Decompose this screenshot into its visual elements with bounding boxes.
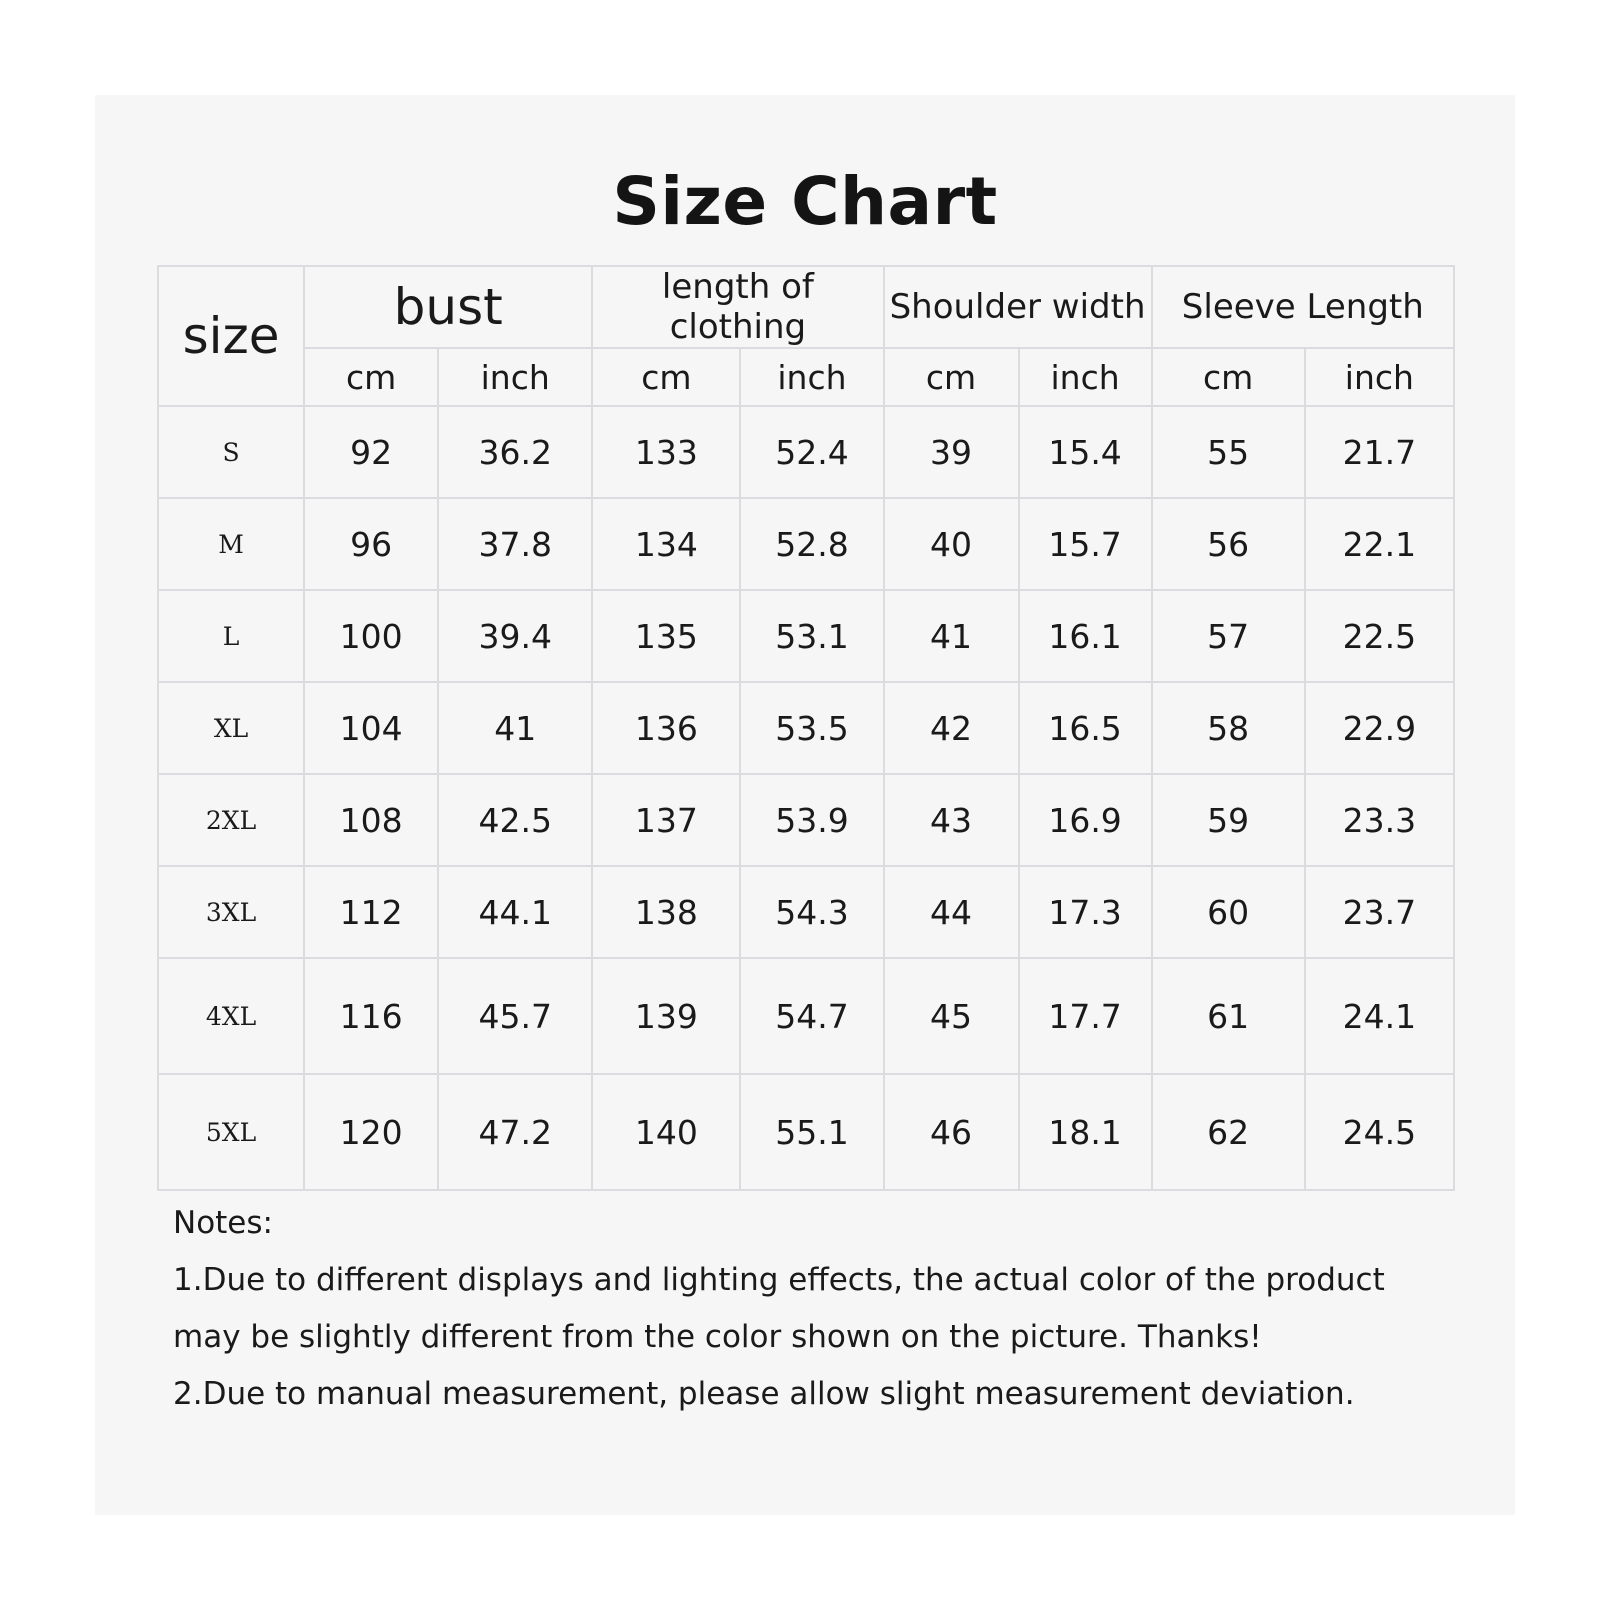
- size-cell: 4XL: [158, 958, 304, 1074]
- value-cell: 40: [884, 498, 1019, 590]
- value-cell: 108: [304, 774, 438, 866]
- value-cell: 43: [884, 774, 1019, 866]
- value-cell: 45: [884, 958, 1019, 1074]
- notes-heading: Notes:: [173, 1205, 273, 1241]
- value-cell: 92: [304, 406, 438, 498]
- table-row: [158, 958, 1454, 1074]
- value-cell: 36.2: [438, 406, 592, 498]
- group-header-length: length of clothing: [592, 266, 883, 348]
- value-cell: 44.1: [438, 866, 592, 958]
- value-cell: 134: [592, 498, 740, 590]
- value-cell: 24.5: [1305, 1074, 1454, 1190]
- value-cell: 22.9: [1305, 682, 1454, 774]
- value-cell: 104: [304, 682, 438, 774]
- value-cell: 54.7: [740, 958, 883, 1074]
- value-cell: 53.1: [740, 590, 883, 682]
- value-cell: 41: [884, 590, 1019, 682]
- value-cell: 96: [304, 498, 438, 590]
- value-cell: 37.8: [438, 498, 592, 590]
- table-row: [158, 866, 1454, 958]
- size-cell: 3XL: [158, 866, 304, 958]
- value-cell: 116: [304, 958, 438, 1074]
- value-cell: 112: [304, 866, 438, 958]
- value-cell: 15.7: [1019, 498, 1152, 590]
- size-cell: 2XL: [158, 774, 304, 866]
- value-cell: 41: [438, 682, 592, 774]
- value-cell: 138: [592, 866, 740, 958]
- table-row: [158, 590, 1454, 682]
- note-item-2: 2.Due to manual measurement, please allow slight measurement deviation.: [173, 1376, 1355, 1412]
- value-cell: 135: [592, 590, 740, 682]
- group-header-shoulder: Shoulder width: [884, 266, 1152, 348]
- value-cell: 18.1: [1019, 1074, 1152, 1190]
- value-cell: 136: [592, 682, 740, 774]
- value-cell: 21.7: [1305, 406, 1454, 498]
- table-row: [158, 682, 1454, 774]
- value-cell: 22.5: [1305, 590, 1454, 682]
- chart-title: Size Chart: [612, 163, 998, 240]
- value-cell: 39.4: [438, 590, 592, 682]
- value-cell: 52.8: [740, 498, 883, 590]
- value-cell: 39: [884, 406, 1019, 498]
- unit-header: inch: [1019, 348, 1152, 406]
- value-cell: 22.1: [1305, 498, 1454, 590]
- value-cell: 59: [1152, 774, 1305, 866]
- value-cell: 61: [1152, 958, 1305, 1074]
- value-cell: 17.7: [1019, 958, 1152, 1074]
- value-cell: 16.1: [1019, 590, 1152, 682]
- value-cell: 15.4: [1019, 406, 1152, 498]
- value-cell: 42.5: [438, 774, 592, 866]
- value-cell: 140: [592, 1074, 740, 1190]
- size-cell: 5XL: [158, 1074, 304, 1190]
- value-cell: 45.7: [438, 958, 592, 1074]
- size-cell: S: [158, 406, 304, 498]
- value-cell: 120: [304, 1074, 438, 1190]
- size-table: [157, 265, 1455, 1191]
- value-cell: 58: [1152, 682, 1305, 774]
- value-cell: 55.1: [740, 1074, 883, 1190]
- value-cell: 54.3: [740, 866, 883, 958]
- value-cell: 62: [1152, 1074, 1305, 1190]
- value-cell: 23.7: [1305, 866, 1454, 958]
- value-cell: 133: [592, 406, 740, 498]
- value-cell: 52.4: [740, 406, 883, 498]
- value-cell: 60: [1152, 866, 1305, 958]
- note-item-1: 1.Due to different displays and lighting effects, the actual color of the product may be slightly different from the color shown on the picture. Thanks!: [173, 1262, 1385, 1355]
- table-row: [158, 774, 1454, 866]
- value-cell: 17.3: [1019, 866, 1152, 958]
- value-cell: 24.1: [1305, 958, 1454, 1074]
- notes: [173, 1195, 1453, 1423]
- value-cell: 53.9: [740, 774, 883, 866]
- size-cell: XL: [158, 682, 304, 774]
- unit-header: cm: [304, 348, 438, 406]
- value-cell: 100: [304, 590, 438, 682]
- value-cell: 46: [884, 1074, 1019, 1190]
- size-header: size: [158, 266, 304, 406]
- unit-header: cm: [1152, 348, 1305, 406]
- value-cell: 53.5: [740, 682, 883, 774]
- unit-header: cm: [592, 348, 740, 406]
- unit-header: cm: [884, 348, 1019, 406]
- value-cell: 16.5: [1019, 682, 1152, 774]
- unit-header: inch: [740, 348, 883, 406]
- value-cell: 139: [592, 958, 740, 1074]
- value-cell: 55: [1152, 406, 1305, 498]
- unit-header: inch: [1305, 348, 1454, 406]
- value-cell: 44: [884, 866, 1019, 958]
- size-cell: L: [158, 590, 304, 682]
- value-cell: 23.3: [1305, 774, 1454, 866]
- table-row: [158, 498, 1454, 590]
- group-header-sleeve: Sleeve Length: [1152, 266, 1454, 348]
- value-cell: 57: [1152, 590, 1305, 682]
- table-row: [158, 406, 1454, 498]
- value-cell: 47.2: [438, 1074, 592, 1190]
- value-cell: 16.9: [1019, 774, 1152, 866]
- value-cell: 56: [1152, 498, 1305, 590]
- group-header-bust: bust: [304, 266, 592, 348]
- size-chart-card: [95, 95, 1515, 1515]
- table-row: [158, 1074, 1454, 1190]
- value-cell: 42: [884, 682, 1019, 774]
- value-cell: 137: [592, 774, 740, 866]
- unit-header: inch: [438, 348, 592, 406]
- size-cell: M: [158, 498, 304, 590]
